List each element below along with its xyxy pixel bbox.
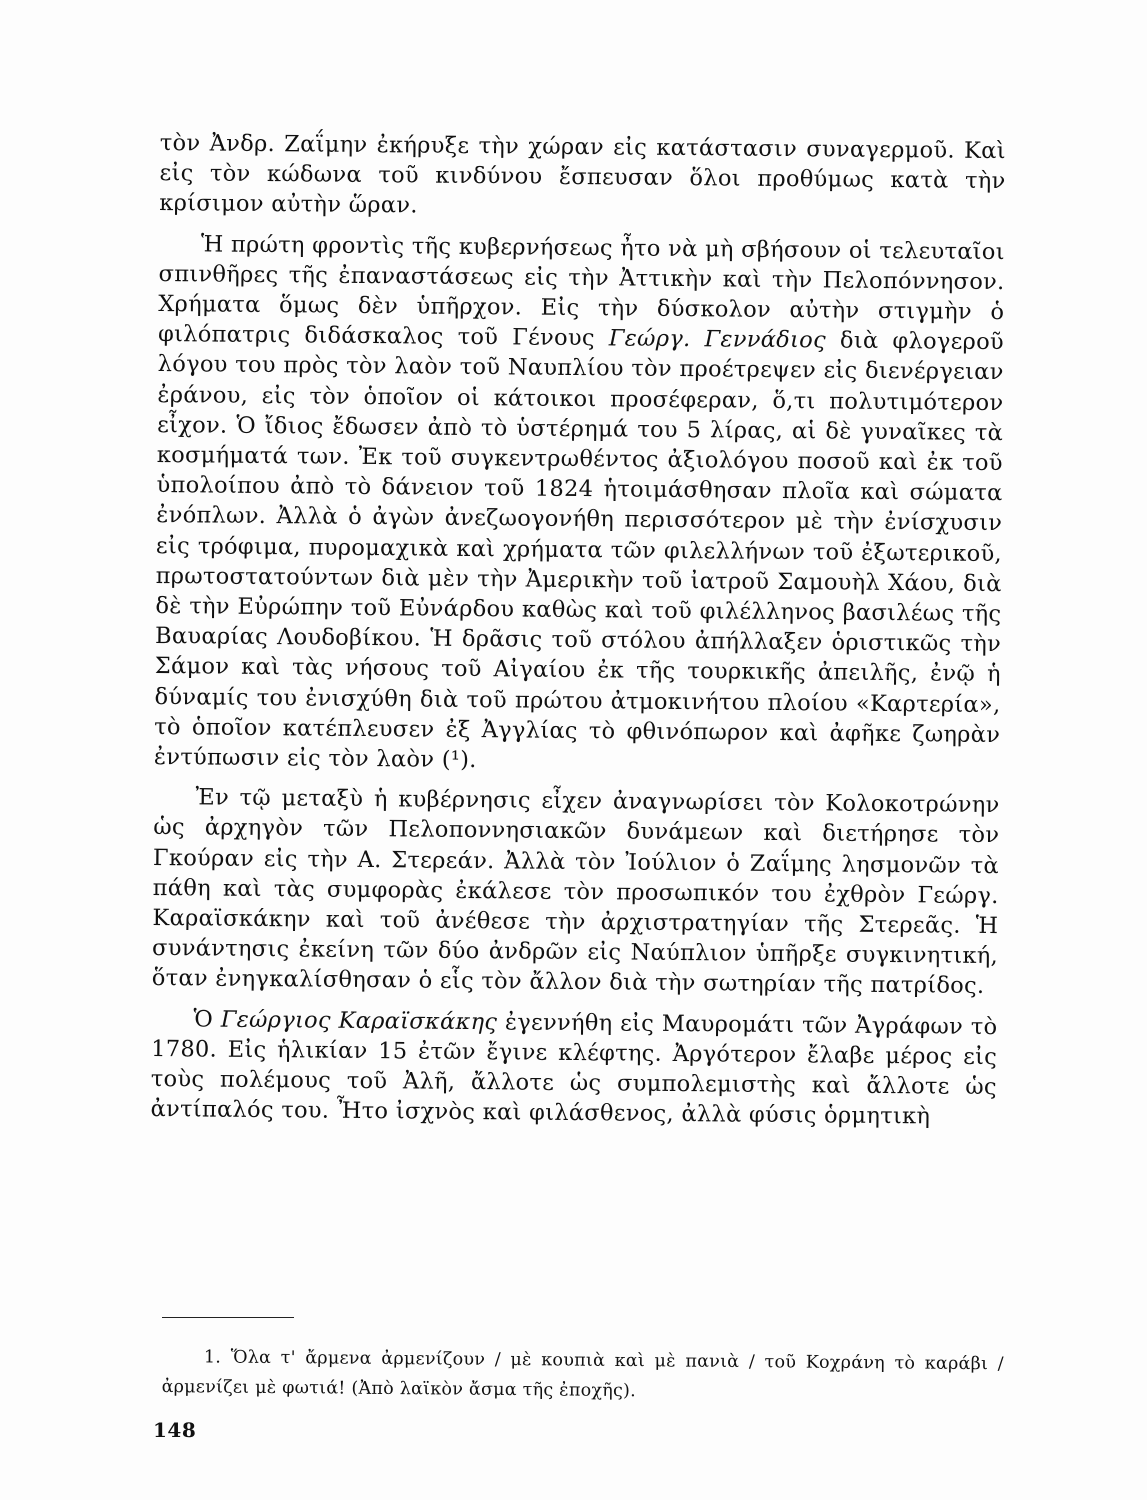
body-text [150, 128, 1006, 1133]
paragraph-3 [152, 782, 1000, 1002]
paragraph-1 [159, 128, 1006, 227]
paragraph-4-text-b: ἐγεννήθη εἰς Μαυρομάτι τῶν Ἀγράφων τὸ 1780. Εἰς ἡλικίαν 15 ἐτῶν ἔγινε κλέφτης. Ἀργότερον ἔλαβε μέρος εἰς τοὺς πολέμους τοῦ Ἀλῆ, ἄλλοτε ὡς συμπολεμιστὴς καὶ ἄλλοτε ὡς ἀντίπαλός του. Ἦτο ἰσχνὸς καὶ φιλάσθενος, ἀλλὰ φύσις ὁρμητικὴ [150, 1008, 998, 1130]
footnote-divider [162, 1317, 294, 1318]
footnote-text: 1. Ὅλα τ' ἄρμενα ἀρμενίζουν / μὲ κουπιὰ καὶ μὲ πανιὰ / τοῦ Κοχράνη τὸ καράβι / ἀρμενίζει μὲ φωτιά! (Ἀπὸ λαϊκὸν ἄσμα τῆς ἐποχῆς). [161, 1347, 1004, 1402]
footnote [161, 1342, 1003, 1409]
paragraph-4 [150, 1004, 997, 1133]
paragraph-4-text-a: Ὁ [193, 1006, 221, 1033]
person-name-karaiskakis: Γεώργιος Καραϊσκάκης [220, 1006, 498, 1035]
paragraph-3-text: Ἐν τῷ μεταξὺ ἡ κυβέρνησις εἶχεν ἀναγνωρίσει τὸν Κολοκοτρώνην ὡς ἀρχηγὸν τῶν Πελοποννησιακῶν δυνάμεων καὶ διετήρησε τὸν Γκούραν εἰς τὴν Α. Στερεάν. Ἀλλὰ τὸν Ἰούλιον ὁ Ζαΐμης λησμονῶν τὰ πάθη καὶ τὰς συμφορὰς ἐκάλεσε τὸν προσωπικόν του ἐχθρὸν Γεώργ. Καραϊσκάκην καὶ τοῦ ἀνέθεσε τὴν ἀρχιστρατηγίαν τῆς Στερεᾶς. Ἡ συνάντησις ἐκείνη τῶν δύο ἀνδρῶν εἰς Ναύπλιον ὑπῆρξε συγκινητική, ὅταν ἐνηγκαλίσθησαν ὁ εἷς τὸν ἄλλον διὰ τὴν σωτηρίαν τῆς πατρίδος. [151, 784, 1000, 1000]
paragraph-2 [154, 229, 1005, 781]
paragraph-1-text: τὸν Ἀνδρ. Ζαΐμην ἐκήρυξε τὴν χώραν εἰς κατάστασιν συναγερμοῦ. Καὶ εἰς τὸν κώδωνα τοῦ κινδύνου ἔσπευσαν ὅλοι προθύμως κατὰ τὴν κρίσιμον αὐτὴν ὥραν. [159, 129, 1006, 219]
paragraph-2-text-a: Ἡ πρώτη φροντὶς τῆς κυβερνήσεως ἦτο νὰ μὴ σβήσουν οἱ τελευταῖοι σπινθῆρες τῆς ἐπαναστάσεως εἰς τὴν Ἀττικὴν καὶ τὴν Πελοπόννησον. Χρήματα ὅμως δὲν ὑπῆρχον. Εἰς τὴν δύσκολον αὐτὴν στιγμὴν ὁ φιλόπατρις διδάσκαλος τοῦ Γένους [157, 231, 1005, 352]
person-name-gennadios: Γεώργ. Γεννάδιος [608, 325, 827, 354]
page-number: 148 [153, 1418, 197, 1442]
paragraph-2-text-b: διὰ φλογεροῦ λόγου του πρὸς τὸν λαὸν τοῦ Ναυπλίου τὸν προέτρεψεν εἰς διενέργειαν ἐράνου, εἰς τὸν ὁποῖον οἱ κάτοικοι προσέφεραν, ὅ,τι πολυτιμότερον εἶχον. Ὁ ἴδιος ἔδωσεν ἀπὸ τὸ ὑστέρημά του 5 λίρας, αἱ δὲ γυναῖκες τὰ κοσμήματά των. Ἐκ τοῦ συγκεντρωθέντος ἀξιολόγου ποσοῦ καὶ ἐκ τοῦ ὑπολοίπου ἀπὸ τὸ δάνειον τοῦ 1824 ἡτοιμάσθησαν πλοῖα καὶ σώματα ἐνόπλων. Ἀλλὰ ὁ ἀγὼν ἀνεζωογονήθη περισσότερον μὲ τὴν ἐνίσχυσιν εἰς τρόφιμα, πυρομαχικὰ καὶ χρήματα τῶν φιλελλήνων τοῦ ἐξωτερικοῦ, πρωτοστατούντων διὰ μὲν τὴν Ἀμερικὴν τοῦ ἰατροῦ Σαμουὴλ Χάου, διὰ δὲ τὴν Εὐρώπην τοῦ Εὐνάρδου καθὼς καὶ τοῦ φιλέλληνος βασιλέως τῆς Βαυαρίας Λουδοβίκου. Ἡ δρᾶσις τοῦ στόλου ἀπήλλαξεν ὁριστικῶς τὴν Σάμον καὶ τὰς νήσους τοῦ Αἰγαίου ἐκ τῆς τουρκικῆς ἀπειλῆς, ἐνῷ ἡ δύναμίς του ἐνισχύθη διὰ τοῦ πρώτου ἀτμοκινήτου πλοίου «Καρτερία», τὸ ὁποῖον κατέπλευσεν ἐξ Ἀγγλίας τὸ φθινόπωρον καὶ ἀφῆκε ζωηρὰν ἐντύπωσιν εἰς τὸν λαὸν (¹). [153, 327, 1005, 774]
